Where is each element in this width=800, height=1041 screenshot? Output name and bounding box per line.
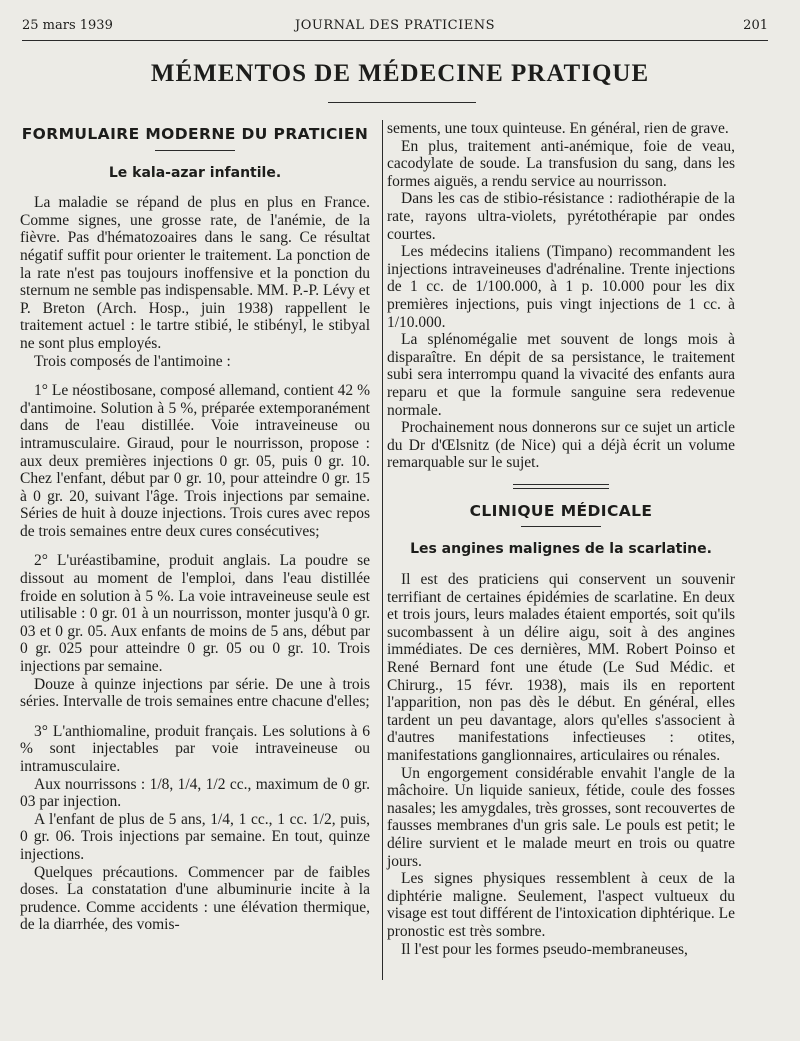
paragraph: A l'enfant de plus de 5 ans, 1/4, 1 cc., 1 cc. 1/2, puis, 0 gr. 06. Trois injections par semaine. En tout, quinze injections. [20,810,370,863]
section-rule [155,150,235,151]
paragraph: Dans les cas de stibio-résistance : radiothérapie de la rate, rayons ultra-violets, pyrétothérapie par ondes courtes. [387,190,735,243]
subsection-title-angines: Les angines malignes de la scarlatine. [410,541,712,558]
section-title-formulaire: FORMULAIRE MODERNE DU PRATICIEN [21,125,369,143]
journal-name: JOURNAL DES PRATICIENS [295,18,495,33]
paragraph: 3° L'anthiomaline, produit français. Les solutions à 6 % sont injectables par voie intraveineuse ou intramusculaire. [20,722,370,775]
paragraph: Il l'est pour les formes pseudo-membraneuses, [401,940,688,958]
section-rule [521,526,601,527]
subsection-title-kala-azar: Le kala-azar infantile. [108,164,282,181]
section-separator [513,484,609,489]
page-number: 201 [743,18,768,33]
paragraph: Il est des praticiens qui conservent un souvenir terrifiant de certaines épidémies de scarlatine. En deux et trois jours, leurs malades étaient emportés, soit qu'ils sucombassent à un délire aigu, soit à des angines immédiates. De ces dernières, MM. Robert Poinso et René Bernard font une étude (Le Sud Médic. et Chirurg., 15 févr. 1938), mais ils en reportent l'apparition, non pas dès le début. En général, elles tardent un peu davantage, alors qu'elles s'associent à d'autres manifestations infectieuses : otites, manifestations ganglionnaires, articulaires ou rénales. [387,571,735,764]
paragraph: La maladie se répand de plus en plus en France. Comme signes, une grosse rate, de l'anémie, de la fièvre. Pas d'hématozoaires dans le sang. Ce résultat négatif suffit pour orienter le traitement. La ponction de la rate n'est pas toujours inoffensive et la ponction du sternum ne semble pas indispensable. MM. P.-P. Lévy et P. Breton (Arch. Hosp., juin 1938) rappellent le traitement actuel : le tartre stibié, le stibényl, le stibyal ne sont plus employés. [20,194,370,352]
paragraph: 1° Le néostibosane, composé allemand, contient 42 % d'antimoine. Solution à 5 %, préparée extemporanément dans de l'eau distillée. Voie intraveineuse ou intramusculaire. Giraud, pour le nourrisson, propose : aux deux premières injections 0 gr. 05, puis 0 gr. 10. Chez l'enfant, début par 0 gr. 10, pour atteindre 0 gr. 15 à 0 gr. 20, suivant l'âge. Trois injections par semaine. Séries de huit à douze injections. Trois cures avec repos de trois semaines entre deux cures consécutives; [20,382,370,540]
paragraph: Douze à quinze injections par série. De une à trois séries. Intervalle de trois semaines entre chacune d'elles; [20,675,370,711]
section-title-clinique: CLINIQUE MÉDICALE [469,501,653,520]
paragraph: En plus, traitement anti-anémique, foie de veau, cacodylate de soude. La transfusion du sang, dans les formes aiguës, a rendu service au nourrisson. [387,137,735,190]
paragraph: Aux nourrissons : 1/8, 1/4, 1/2 cc., maximum de 0 gr. 03 par injection. [20,775,370,811]
title-rule [328,102,476,103]
page-title: MÉMENTOS DE MÉDECINE PRATIQUE [150,60,650,87]
issue-date: 25 mars 1939 [22,18,113,33]
right-column [387,120,735,958]
paragraph: Trois composés de l'antimoine : [34,352,231,370]
paragraph: Quelques précautions. Commencer par de faibles doses. La constatation d'une albuminurie incite à la prudence. Comme accidents : une élévation thermique, de la diarrhée, des vomis- [20,863,370,934]
paragraph: La splénomégalie met souvent de longs mois à disparaître. En dépit de sa persistance, le traitement subi sera interrompu quand la vivacité des enfants aura reparu et que la formule sanguine sera redevenue normale. [387,331,735,419]
paragraph: Les signes physiques ressemblent à ceux de la diphtérie maligne. Seulement, l'aspect vultueux du visage est tout différent de l'intoxication diphtérique. Le pronostic est très sombre. [387,870,735,940]
paragraph: Prochainement nous donnerons sur ce sujet un article du Dr d'Œlsnitz (de Nice) qui a déjà écrit un volume remarquable sur le sujet. [387,419,735,472]
column-divider [382,120,383,980]
paragraph: sements, une toux quinteuse. En général, rien de grave. [387,120,729,137]
paragraph: 2° L'uréastibamine, produit anglais. La poudre se dissout au moment de l'emploi, dans l'eau distillée froide en solution à 5 %. La voie intraveineuse seule est utilisable : 0 gr. 01 à un nourrisson, monter jusqu'à 0 gr. 03 et 0 gr. 05. Aux enfants de moins de 5 ans, début par 0 gr. 025 pour atteindre 0 gr. 05 ou 0 gr. 10. Trois injections par semaine. [20,552,370,676]
running-header [22,16,768,41]
left-column [20,120,370,934]
paragraph: Les médecins italiens (Timpano) recommandent les injections intraveineuses d'adrénaline. Trente injections de 1 cc. de 1/100.000, à 1 p. 10.000 pour les dix premières injections, puis vingt injections de 1 cc. à 1/10.000. [387,243,735,331]
paragraph: Un engorgement considérable envahit l'angle de la mâchoire. Un liquide sanieux, fétide, coule des fosses nasales; les amygdales, très grosses, sont recouvertes de fausses membranes d'un gris sale. Le pouls est petit; le délire survient et le malade meurt en trois ou quatre jours. [387,764,735,870]
